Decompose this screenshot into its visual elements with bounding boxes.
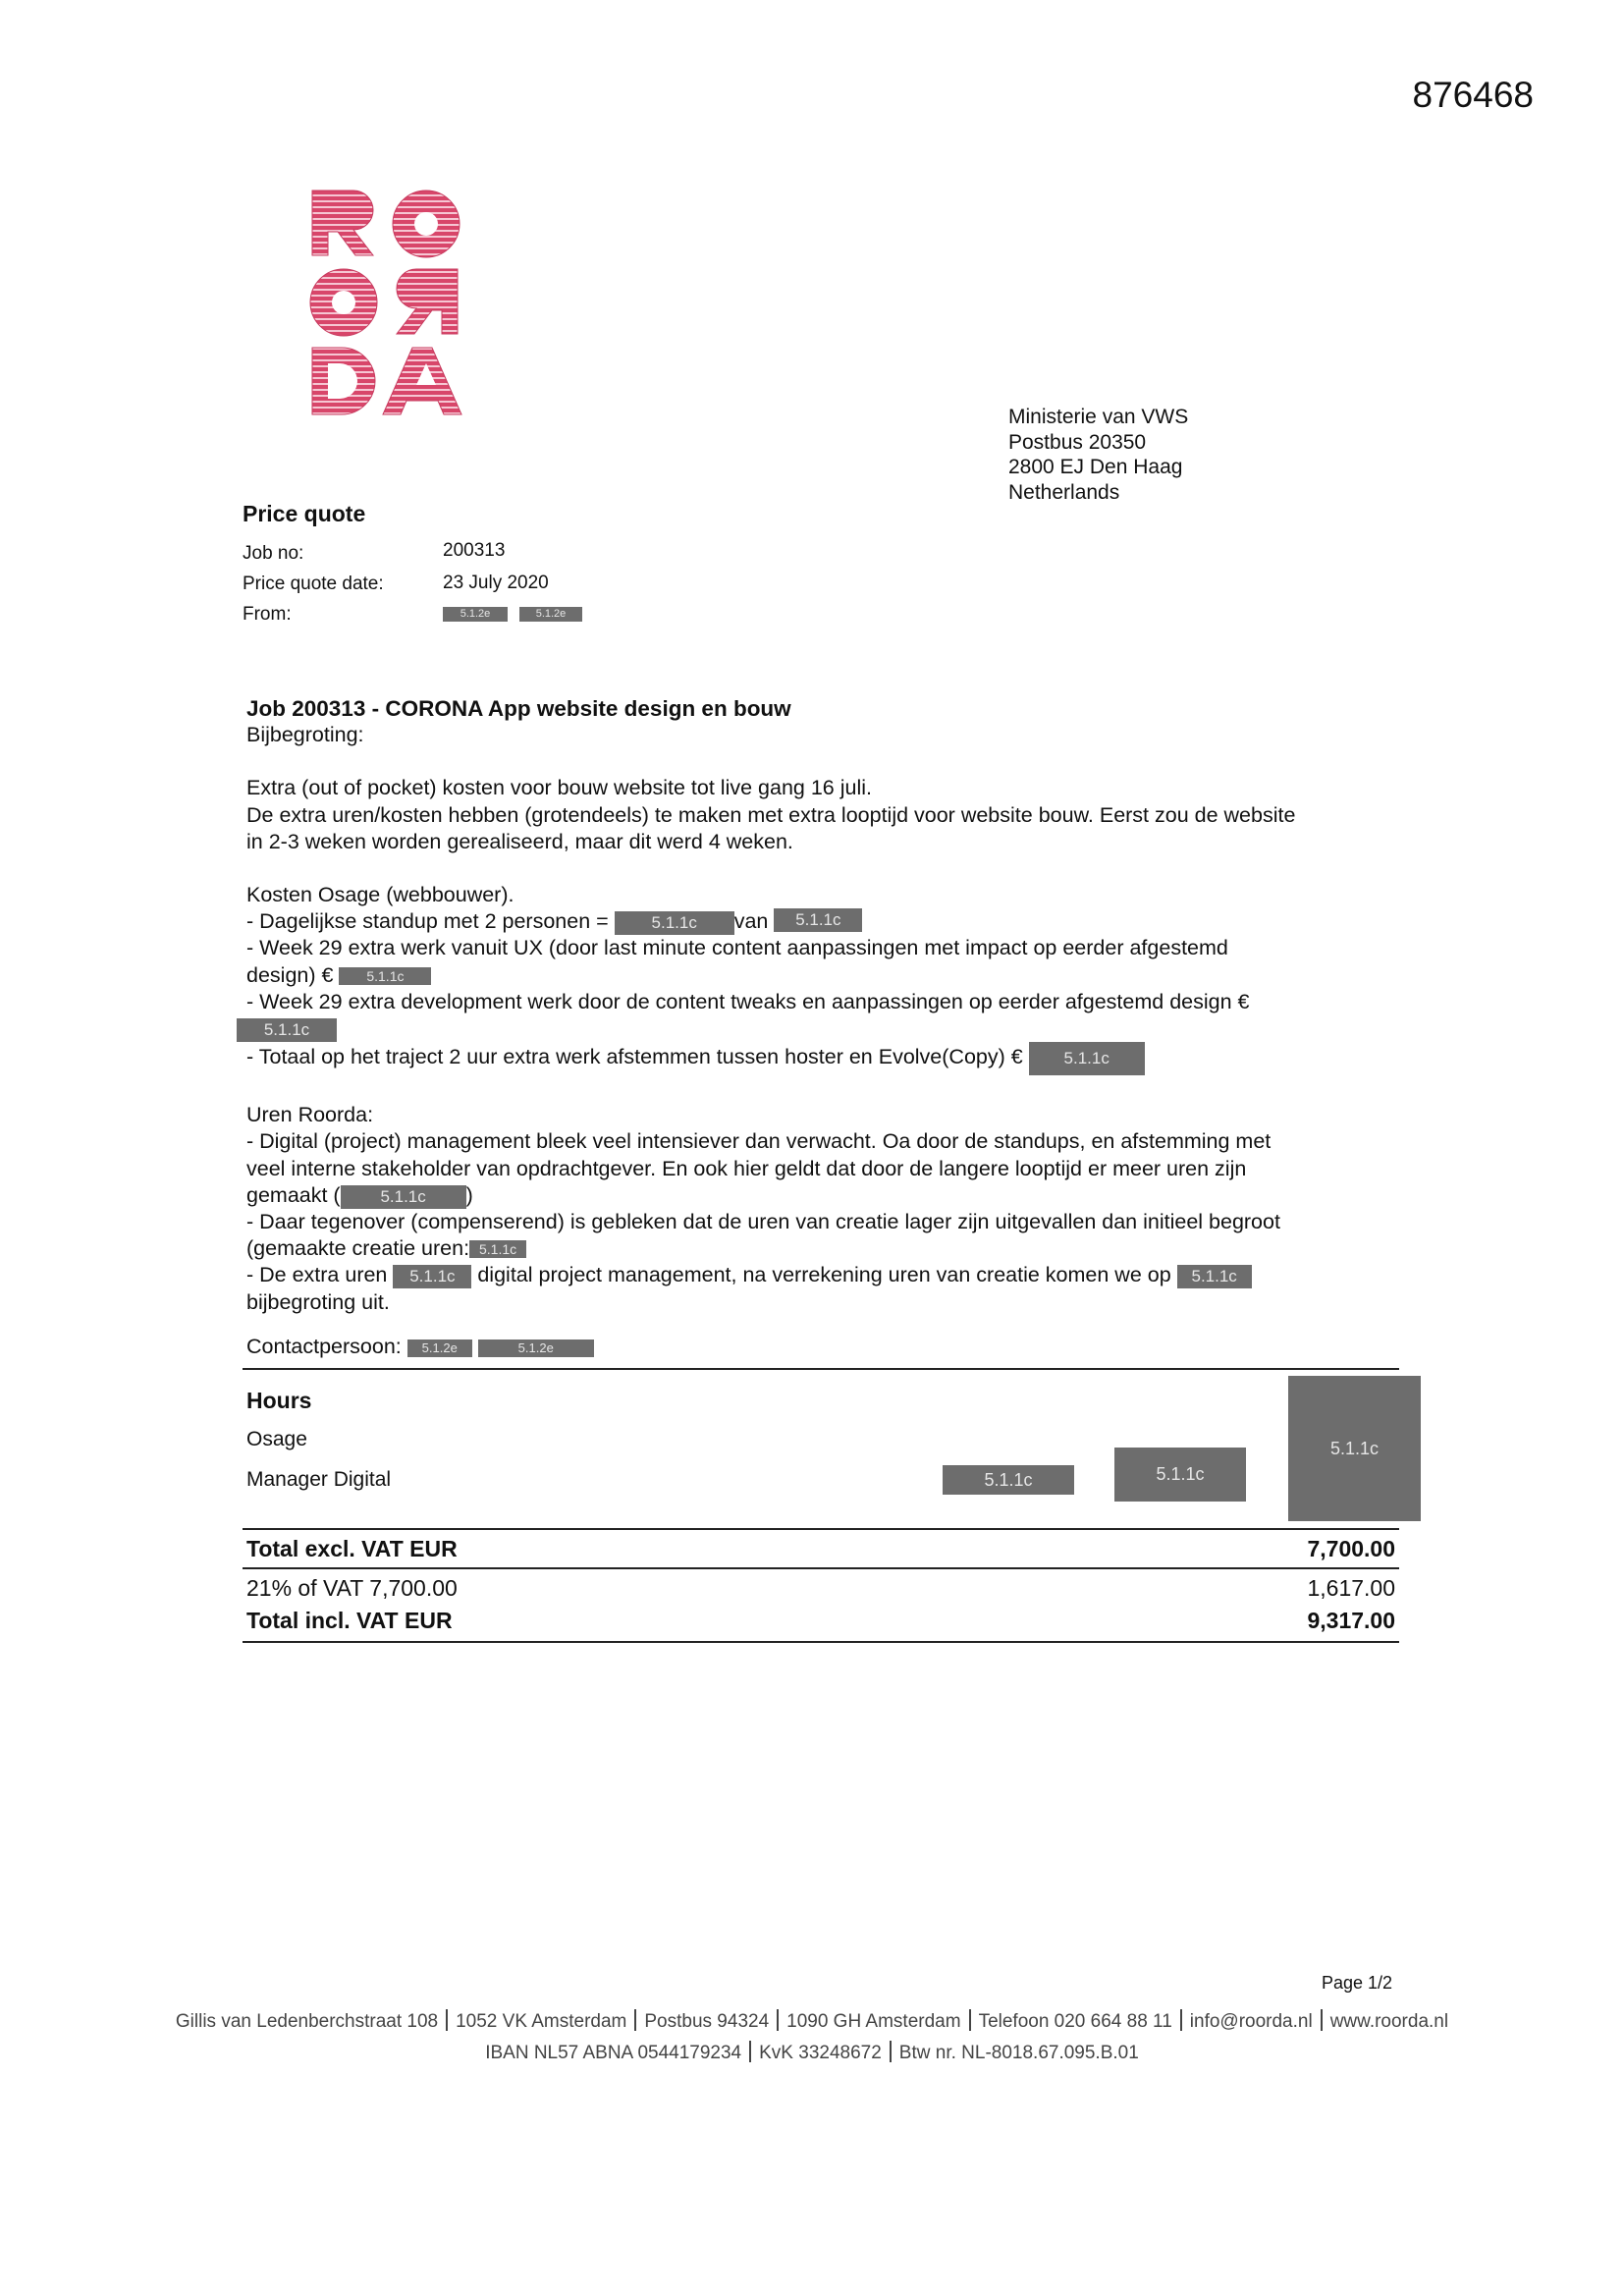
hours-title: Hours [246, 1388, 312, 1413]
total-excl-vat-value: 7,700.00 [1307, 1536, 1395, 1561]
redaction-block: 5.1.2e [407, 1339, 472, 1357]
osage-line-text: van [733, 909, 769, 934]
recipient-line: Ministerie van VWS [1008, 406, 1189, 428]
contact-line [246, 1334, 1395, 1360]
redaction-block: 5.1.1c [943, 1465, 1074, 1495]
footer-item: IBAN NL57 ABNA 0544179234 [485, 2043, 742, 2063]
vat-value: 1,617.00 [1307, 1575, 1395, 1601]
osage-line [246, 1042, 1395, 1075]
roorda-line-text: gemaakt ( [246, 1182, 341, 1207]
from-label: From: [243, 604, 292, 625]
footer-item: KvK 33248672 [759, 2043, 882, 2063]
redaction-block: 5.1.2e [443, 607, 508, 622]
redaction-block: 5.1.1c [237, 1018, 337, 1042]
osage-line-text: - Totaal op het traject 2 uur extra werk afstemmen tussen hoster en Evolve(Copy) € [246, 1045, 1029, 1069]
redaction-block: 5.1.2e [478, 1339, 594, 1357]
job-no-label: Job no: [243, 543, 304, 564]
divider [243, 1641, 1399, 1643]
divider [243, 1368, 1399, 1370]
roorda-line-text: - De extra uren [246, 1263, 394, 1287]
hours-row-osage: Osage [246, 1428, 307, 1450]
body-paragraph: De extra uren/kosten hebben (grotendeels) te maken met extra looptijd voor website bouw. Eerst zou de website [246, 802, 1296, 827]
roorda-line-text: ) [465, 1182, 473, 1207]
document-number: 876468 [1412, 75, 1534, 115]
recipient-line: 2800 EJ Den Haag [1008, 456, 1183, 478]
roorda-title: Uren Roorda: [246, 1103, 374, 1127]
roorda-line [246, 1182, 1395, 1209]
body-paragraph: in 2-3 weken worden gerealiseerd, maar dit werd 4 weken. [246, 829, 793, 853]
redaction-block: 5.1.1c [341, 1185, 466, 1209]
total-incl-vat-label: Total incl. VAT EUR [246, 1608, 453, 1633]
footer-item: info@roorda.nl [1189, 2011, 1313, 2032]
footer-item: 1052 VK Amsterdam [456, 2011, 627, 2032]
roorda-logo [302, 183, 467, 418]
footer-item: 1090 GH Amsterdam [786, 2011, 961, 2032]
footer-line-1 [0, 2009, 1624, 2033]
osage-line: - Week 29 extra werk vanuit UX (door last minute content aanpassingen met impact op eerder afgestemd [246, 936, 1228, 960]
recipient-line: Netherlands [1008, 480, 1120, 504]
osage-line: - Week 29 extra development werk door de content tweaks en aanpassingen op eerder afgestemd design € [246, 989, 1250, 1013]
quote-date-label: Price quote date: [243, 574, 384, 594]
total-incl-vat-value: 9,317.00 [1307, 1608, 1395, 1633]
roorda-line: veel interne stakeholder van opdrachtgever. En ook hier geldt dat door de langere looptijd er meer uren zijn [246, 1156, 1247, 1180]
roorda-line [246, 1262, 1395, 1288]
redaction-block: 5.1.1c [615, 911, 734, 935]
redaction-block: 5.1.1c [1177, 1265, 1252, 1288]
footer-item: Telefoon 020 664 88 11 [978, 2011, 1172, 2032]
footer-item: Btw nr. NL-8018.67.095.B.01 [898, 2043, 1139, 2063]
footer-item: www.roorda.nl [1329, 2011, 1449, 2032]
price-quote-title: Price quote [243, 501, 366, 526]
body-paragraph: Extra (out of pocket) kosten voor bouw website tot live gang 16 juli. [246, 776, 872, 800]
redaction-block: 5.1.1c [1114, 1448, 1246, 1502]
redaction-block: 5.1.1c [774, 908, 862, 932]
redaction-block: 5.1.1c [393, 1265, 471, 1288]
roorda-line: - Daar tegenover (compenserend) is gebleken dat de uren van creatie lager zijn uitgevallen dan initieel begroot [246, 1210, 1280, 1234]
redaction-block: 5.1.2e [519, 607, 582, 622]
osage-line [246, 908, 1395, 935]
job-no-value: 200313 [443, 540, 506, 561]
hours-row-manager-digital: Manager Digital [246, 1468, 392, 1491]
total-excl-vat-label: Total excl. VAT EUR [246, 1536, 458, 1561]
recipient-address [1008, 405, 1188, 505]
quote-body [246, 695, 1395, 1360]
footer-item: Gillis van Ledenberchstraat 108 [175, 2011, 439, 2032]
roorda-line: - Digital (project) management bleek veel intensiever dan verwacht. Oa door de standups, en afstemming met [246, 1129, 1272, 1154]
redaction-block: 5.1.1c [469, 1240, 526, 1258]
roorda-line [246, 1235, 1395, 1262]
recipient-line: Postbus 20350 [1008, 430, 1147, 454]
vat-label: 21% of VAT 7,700.00 [246, 1575, 458, 1601]
redaction-block: 5.1.1c [1029, 1042, 1145, 1075]
page-number: Page 1/2 [1322, 1973, 1393, 1993]
redaction-block: 5.1.1c [1288, 1376, 1421, 1521]
osage-line [246, 962, 1395, 989]
quote-date-value: 23 July 2020 [443, 573, 549, 593]
osage-line-text: - Dagelijkse standup met 2 personen = [246, 909, 615, 934]
roorda-line-text: digital project management, na verrekening uren van creatie komen we op [471, 1263, 1177, 1287]
divider [243, 1567, 1399, 1569]
subheading: Bijbegroting: [246, 723, 364, 747]
contact-label: Contactpersoon: [246, 1334, 407, 1358]
osage-line-text: design) € [246, 962, 340, 987]
footer-line-2 [0, 2041, 1624, 2064]
roorda-line: bijbegroting uit. [246, 1289, 390, 1314]
job-heading: Job 200313 - CORONA App website design en bouw [246, 696, 791, 721]
divider [243, 1528, 1399, 1530]
osage-line [237, 1015, 1395, 1042]
osage-title: Kosten Osage (webbouwer). [246, 883, 514, 907]
redaction-block: 5.1.1c [339, 967, 431, 985]
footer-item: Postbus 94324 [644, 2011, 770, 2032]
roorda-line-text: (gemaakte creatie uren: [246, 1236, 470, 1261]
